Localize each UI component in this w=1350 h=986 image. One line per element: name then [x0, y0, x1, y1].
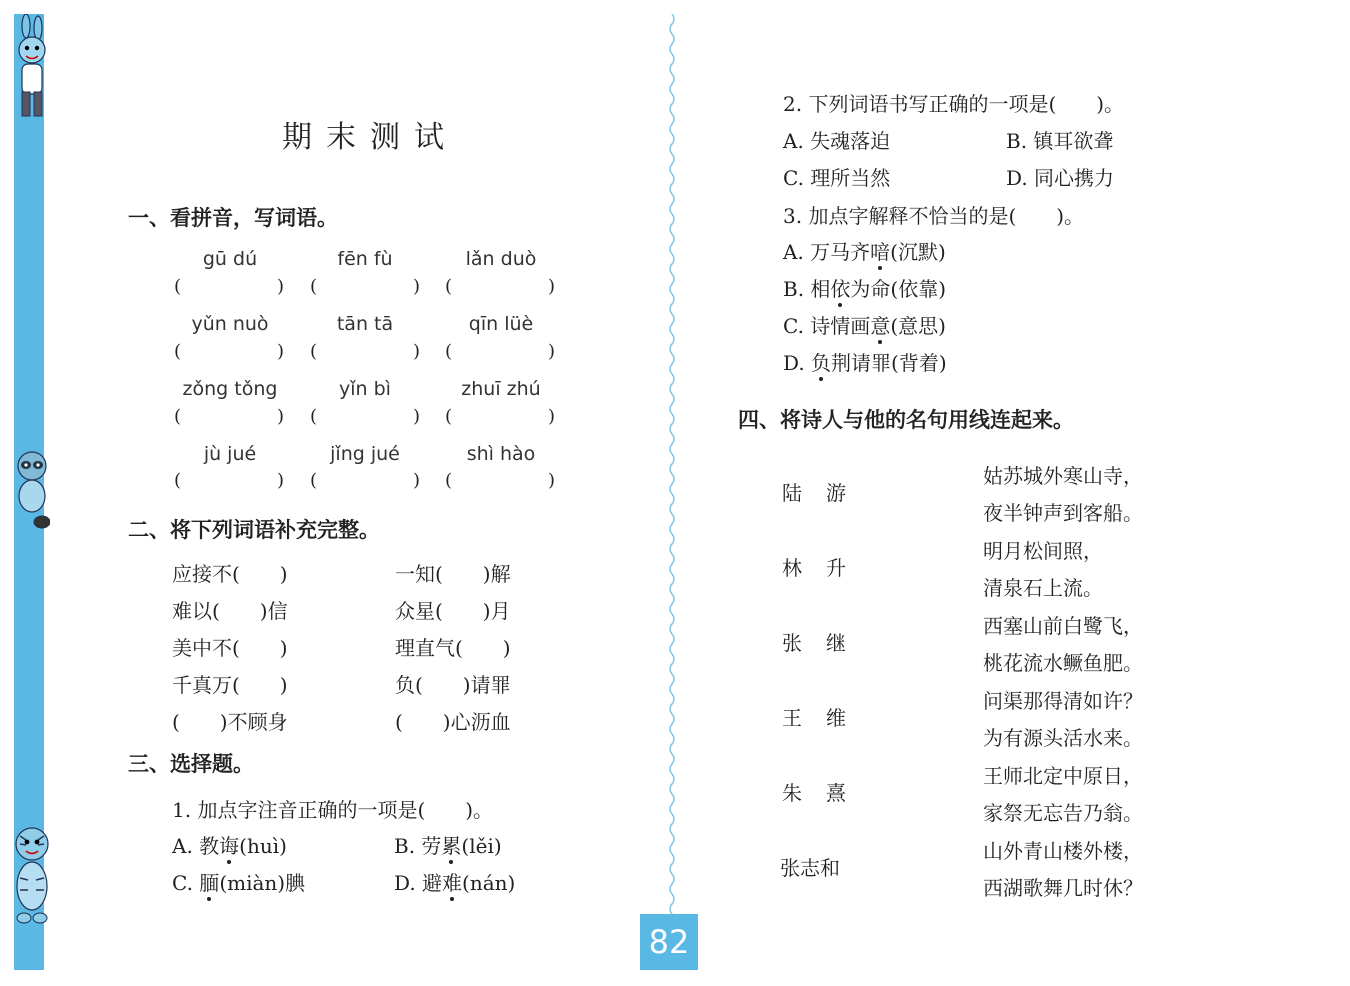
page-title: 期末测试: [282, 120, 458, 155]
question-1-option-c[interactable]: C. 腼(miàn)腆: [172, 867, 305, 896]
answer-blank[interactable]: ( ): [174, 470, 284, 491]
idiom-item: 一知( )解: [395, 562, 511, 586]
answer-blank[interactable]: ( ): [445, 276, 555, 297]
poem-line[interactable]: 问渠那得清如许？: [983, 689, 1143, 713]
poem-line[interactable]: 姑苏城外寒山寺，: [983, 464, 1143, 488]
pinyin: jǐng jué: [330, 443, 400, 465]
raccoon-mascot-icon: [12, 446, 50, 532]
question-1-stem: 1. 加点字注音正确的一项是( )。: [172, 798, 494, 822]
question-2-option-c[interactable]: C. 理所当然: [783, 166, 891, 190]
poet-name[interactable]: 陆 游: [782, 481, 848, 505]
section4-heading: 四、将诗人与他的名句用线连起来。: [738, 408, 1074, 432]
pinyin: yǔn nuò: [191, 313, 269, 335]
section2-heading: 二、将下列词语补充完整。: [128, 518, 380, 542]
idiom-item: 千真万( ): [172, 673, 288, 697]
page-number: 82: [640, 914, 698, 970]
answer-blank[interactable]: ( ): [445, 341, 555, 362]
pinyin: qīn lüè: [468, 313, 534, 335]
answer-blank[interactable]: ( ): [310, 470, 420, 491]
pinyin: jù jué: [203, 443, 257, 465]
question-2-option-d[interactable]: D. 同心携力: [1006, 166, 1115, 190]
pinyin: zǒng tǒng: [182, 378, 278, 400]
pinyin: tān tā: [336, 313, 394, 335]
question-1-option-a[interactable]: A. 教诲(huì): [172, 830, 287, 859]
idiom-item: 应接不( ): [172, 562, 288, 586]
poet-name[interactable]: 张 继: [782, 631, 848, 655]
idiom-item: 美中不( ): [172, 636, 288, 660]
question-2-stem: 2. 下列词语书写正确的一项是( )。: [783, 92, 1125, 116]
pinyin: fēn fù: [337, 248, 393, 270]
poem-line[interactable]: 西塞山前白鹭飞，: [983, 614, 1143, 638]
question-3-stem: 3. 加点字解释不恰当的是( )。: [783, 204, 1085, 228]
answer-blank[interactable]: ( ): [174, 406, 284, 427]
answer-blank[interactable]: ( ): [310, 341, 420, 362]
poet-name[interactable]: 王 维: [782, 706, 848, 730]
question-1-option-d[interactable]: D. 避难(nán): [394, 867, 515, 896]
poem-line[interactable]: 家祭无忘告乃翁。: [983, 801, 1143, 825]
poem-line[interactable]: 夜半钟声到客船。: [983, 501, 1143, 525]
idiom-item: 理直气( ): [395, 636, 511, 660]
idiom-item: 难以( )信: [172, 599, 288, 623]
question-3-option-c[interactable]: C. 诗情画意(意思): [783, 310, 946, 339]
answer-blank[interactable]: ( ): [445, 406, 555, 427]
pinyin: zhuī zhú: [461, 378, 541, 400]
answer-blank[interactable]: ( ): [174, 341, 284, 362]
poet-name[interactable]: 朱 熹: [782, 781, 848, 805]
answer-blank[interactable]: ( ): [310, 276, 420, 297]
pinyin: yǐn bì: [339, 378, 391, 400]
poem-line[interactable]: 桃花流水鳜鱼肥。: [983, 651, 1143, 675]
idiom-item: ( )心沥血: [395, 710, 511, 734]
question-2-option-a[interactable]: A. 失魂落迫: [783, 129, 891, 153]
pinyin: shì hào: [466, 443, 536, 465]
poem-line[interactable]: 山外青山楼外楼，: [983, 839, 1143, 863]
section1-heading: 一、看拼音，写词语。: [128, 206, 338, 230]
pinyin: gū dú: [202, 248, 258, 270]
pinyin: lǎn duò: [465, 248, 537, 270]
poet-name[interactable]: 张志和: [780, 856, 840, 880]
poem-line[interactable]: 明月松间照，: [983, 539, 1103, 563]
idiom-item: 众星( )月: [395, 599, 511, 623]
question-2-option-b[interactable]: B. 镇耳欲聋: [1006, 129, 1114, 153]
rabbit-mascot-icon: [12, 14, 50, 126]
answer-blank[interactable]: ( ): [445, 470, 555, 491]
idiom-item: 负( )请罪: [395, 673, 511, 697]
poet-name[interactable]: 林 升: [782, 556, 848, 580]
page-divider-wavy-line: [668, 14, 676, 914]
question-3-option-b[interactable]: B. 相依为命(依靠): [783, 273, 946, 302]
poem-line[interactable]: 清泉石上流。: [983, 576, 1103, 600]
idiom-item: ( )不顾身: [172, 710, 288, 734]
poem-line[interactable]: 王师北定中原日，: [983, 764, 1143, 788]
poem-line[interactable]: 为有源头活水来。: [983, 726, 1143, 750]
question-3-option-a[interactable]: A. 万马齐喑(沉默): [783, 236, 946, 265]
question-1-option-b[interactable]: B. 劳累(lěi): [394, 830, 502, 859]
tiger-mascot-icon: [12, 818, 50, 934]
section3-heading: 三、选择题。: [128, 752, 254, 776]
poem-line[interactable]: 西湖歌舞几时休？: [983, 876, 1143, 900]
answer-blank[interactable]: ( ): [310, 406, 420, 427]
question-3-option-d[interactable]: D. 负荆请罪(背着): [783, 347, 947, 376]
answer-blank[interactable]: ( ): [174, 276, 284, 297]
